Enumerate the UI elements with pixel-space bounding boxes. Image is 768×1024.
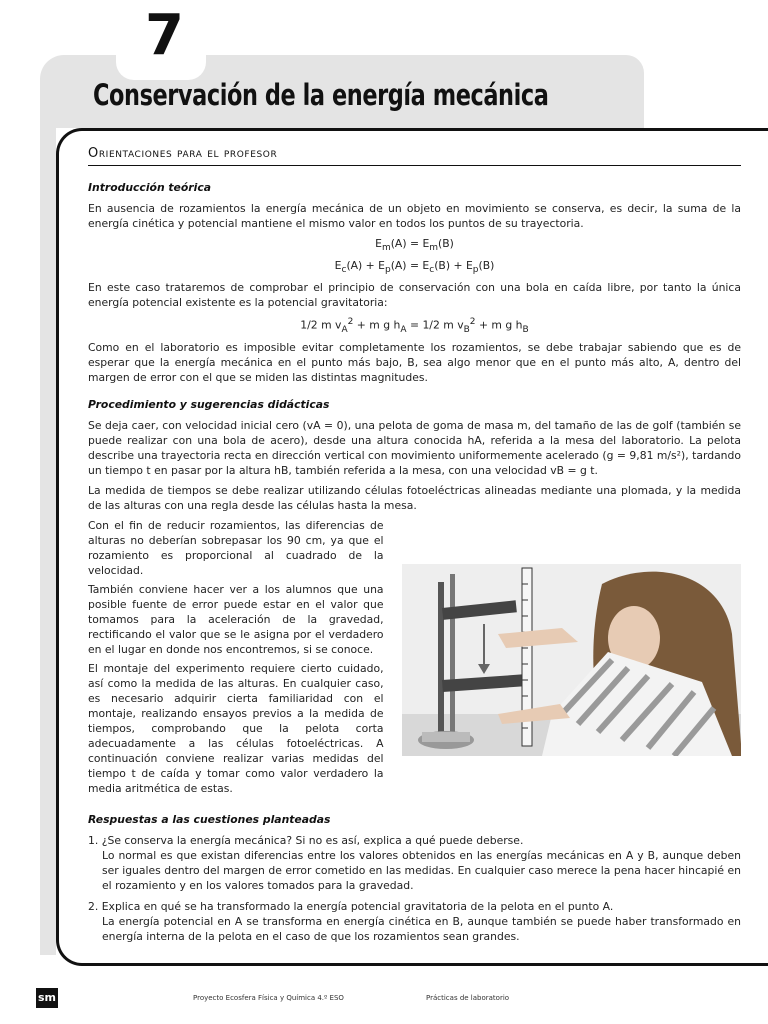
equation-mechanical-energy: $E_m(A) = E_m(B)$	[375, 237, 454, 254]
list-item	[88, 899, 741, 944]
procedure-paragraph: Se deja caer, con velocidad inicial cero (vA = 0), una pelota de goma de masa m, del tamaño de las de golf (también se puede realizar con una bola de acero), desde una altura conocida hA, referida a la mesa del laboratorio. La pelota describe una trayectoria recta en dirección vertical con movimiento uniformemente acelerado (g = 9,81 m/s²), tardando un tiempo t en pasar por la altura hB, también referida a la mesa, con una velocidad vB = g t.	[88, 419, 741, 478]
experiment-photo	[402, 564, 741, 756]
procedure-columns	[88, 518, 741, 800]
procedure-paragraph: Con el fin de reducir rozamientos, las diferencias de alturas no deberían sobrepasar los 90 cm, ya que el rozamiento es proporcional al cuadrado de la velocidad.	[88, 519, 384, 578]
answers-heading: Respuestas a las cuestiones planteadas	[88, 813, 331, 827]
procedure-paragraph: El montaje del experimento requiere cierto cuidado, así como la medida de las alturas. En cualquier caso, es necesario adquirir cierta familiaridad con el montaje, realizando ensayos previos a la medida de tiempos, comprobando que la pelota corta adecuadamente a las células fotoeléctricas. A continuación conviene realizar varias medidas del tiempo t de caída y tomar como valor verdadero la media aritmética de estas.	[88, 662, 384, 796]
intro-heading: Introducción teórica	[88, 181, 211, 194]
publisher-logo: sm	[36, 988, 58, 1008]
question-text: 2. Explica en qué se ha transformado la energía potencial gravitatoria de la pelota en el punto A.	[88, 900, 614, 914]
experiment-photo-image	[402, 564, 741, 756]
procedure-text-column	[88, 518, 384, 800]
page-content	[88, 180, 741, 950]
footer-section-name: Prácticas de laboratorio	[426, 994, 510, 1002]
answers-list	[88, 833, 741, 944]
procedure-heading: Procedimiento y sugerencias didácticas	[88, 398, 330, 412]
chapter-title: Conservación de la energía mecánica	[93, 78, 549, 112]
answer-text: La energía potencial en A se transforma en energía cinética en B, aunque también se puede haber transformado en energía interna de la pelota en el caso de que los rozamientos sean grandes.	[102, 915, 741, 944]
list-item	[88, 833, 741, 893]
equation-kinetic-potential: 1/2 m $v_A^2 + m$ g $h_A = 1/2$ m $v_B^2 + m$ g $h_B$	[300, 317, 529, 336]
intro-paragraph: En este caso trataremos de comprobar el principio de conservación con una bola en caída libre, por tanto la única energía potencial existente es la potencial gravitatoria:	[88, 281, 741, 310]
equation-energy-sum: $E_c(A) + E_p(A) = E_c(B) + E_p(B)$	[334, 259, 495, 276]
intro-paragraph: En ausencia de rozamientos la energía mecánica de un objeto en movimiento se conserva, es decir, la suma de la energía cinética y potencial mantiene el mismo valor en todos los puntos de su trayectoria.	[88, 202, 741, 230]
chapter-number: 7	[145, 3, 184, 68]
procedure-paragraph: También conviene hacer ver a los alumnos que una posible fuente de error puede estar en el valor que tomamos para la aceleración de la gravedad, rectificando el valor que se le asigna por el verdadero en el lugar en donde nos encontremos, si se conoce.	[88, 583, 384, 657]
question-text: 1. ¿Se conserva la energía mecánica? Si no es así, explica a qué puede deberse.	[88, 834, 524, 848]
intro-paragraph: Como en el laboratorio es imposible evitar completamente los rozamientos, se debe trabajar sabiendo que es de esperar que la energía mecánica en el punto más bajo, B, sea algo menor que en el punto más alto, A, dentro del margen de error con el que se miden las distintas magnitudes.	[88, 341, 741, 385]
section-heading: Orientaciones para el profesor	[88, 146, 278, 161]
procedure-paragraph: La medida de tiempos se debe realizar utilizando células fotoeléctricas alineadas mediante una plomada, y la medida de las alturas con una regla desde las células hasta la mesa.	[88, 484, 741, 513]
section-divider	[88, 165, 741, 166]
footer-project-name: Proyecto Ecosfera Física y Química 4.º ESO	[193, 994, 344, 1002]
answer-text: Lo normal es que existan diferencias entre los valores obtenidos en las energías mecánicas en A y B, aunque deben ser iguales dentro del margen de error cometido en las medidas. En cualquier caso merece la pena hacer hincapié en el rozamiento y en los valores tomados para la gravedad.	[102, 849, 741, 893]
